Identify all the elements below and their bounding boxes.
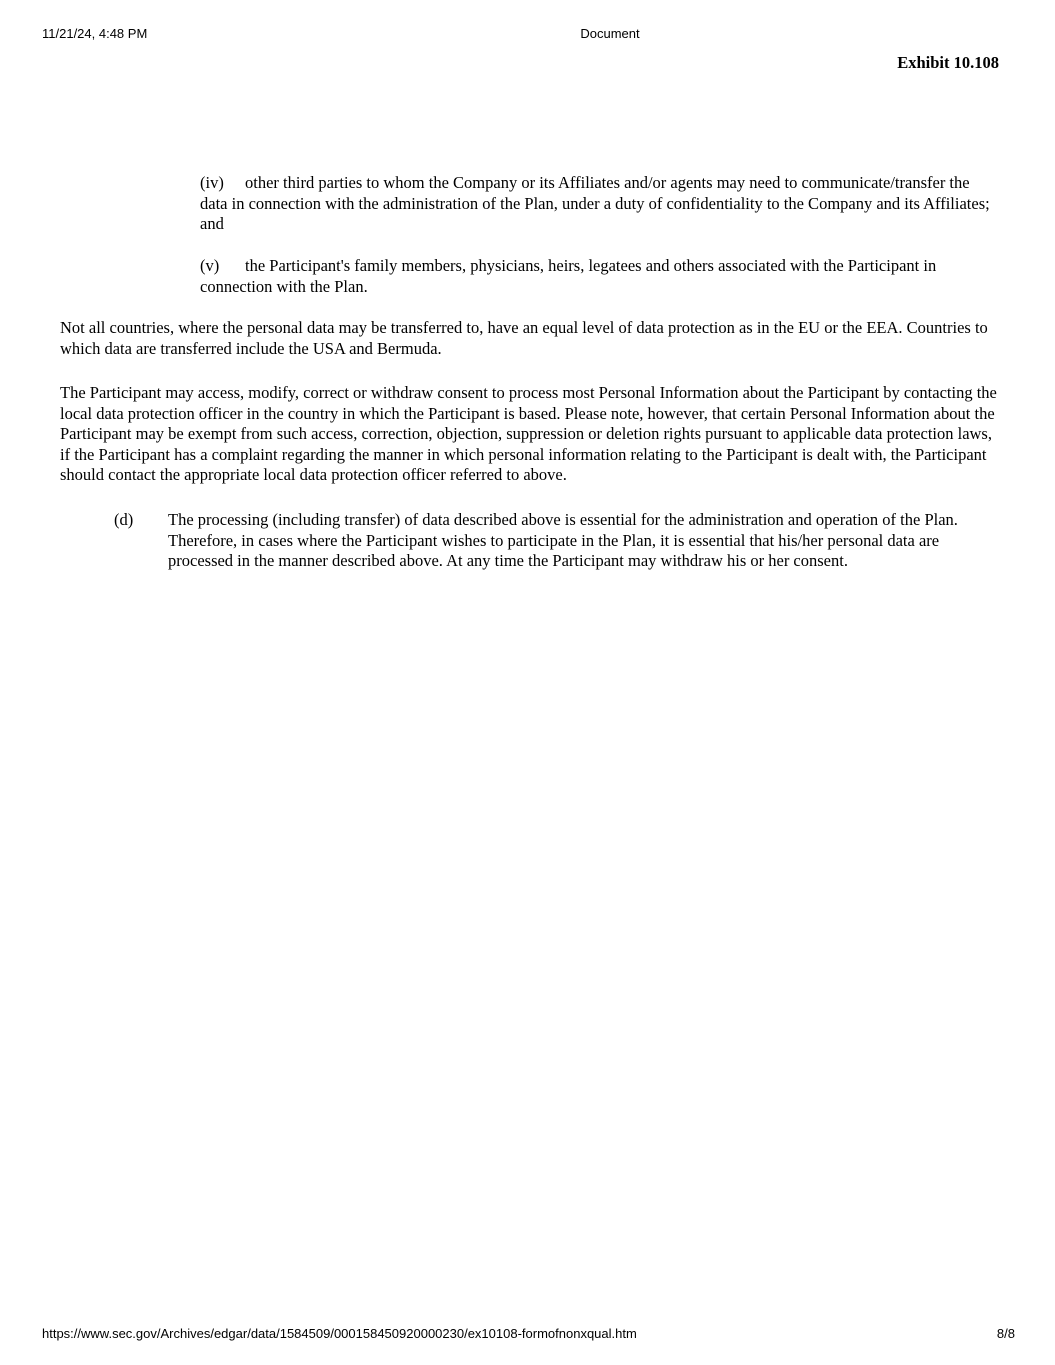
list-item-v [200,256,990,297]
page-number: 8/8 [996,1326,1015,1341]
list-item-iv-label: (iv) [200,173,224,192]
list-item-iv-text: other third parties to whom the Company or its Affiliates and/or agents may need to communicate/transfer the data in connection with the administration of the Plan, under a duty of confidentiality to the Company and its Affiliates; and [200,173,990,234]
list-item-d-text: The processing (including transfer) of data described above is essential for the administration and operation of the Plan. Therefore, in cases where the Participant wishes to participate in the Plan, it is essential that his/her personal data are processed in the manner described above. At any time the Participant may withdraw his or her consent. [168,510,958,571]
paragraph-data-transfer: Not all countries, where the personal data may be transferred to, have an equal level of data protection as in the EU or the EEA. Countries to which data are transferred include the USA and Bermuda. [60,318,988,358]
list-item-d [114,510,1004,572]
print-footer [0,1326,1055,1344]
exhibit-number: Exhibit 10.108 [897,53,999,72]
list-item-d-label: (d) [114,510,134,529]
source-url: https://www.sec.gov/Archives/edgar/data/1584509/000158450920000230/ex10108-formofnonxqual.htm [42,1326,637,1341]
list-item-iv [200,173,990,235]
print-datetime: 11/21/24, 4:48 PM [42,26,148,41]
paragraph-data-access: The Participant may access, modify, correct or withdraw consent to process most Personal Information about the Participant by contacting the local data protection officer in the country in which the Participant is based. Please note, however, that certain Personal Information about the Participant may be exempt from such access, correction, objection, suppression or deletion rights pursuant to applicable data protection laws, if the Participant has a complaint regarding the manner in which personal information relating to the Participant is dealt with, the Participant should contact the appropriate local data protection officer referred to above. [60,383,997,485]
list-item-v-text: the Participant's family members, physicians, heirs, legatees and others associated with the Participant in connection with the Plan. [200,256,937,296]
list-item-v-label: (v) [200,256,220,275]
print-header [0,26,1055,44]
print-title: Document [580,26,640,41]
